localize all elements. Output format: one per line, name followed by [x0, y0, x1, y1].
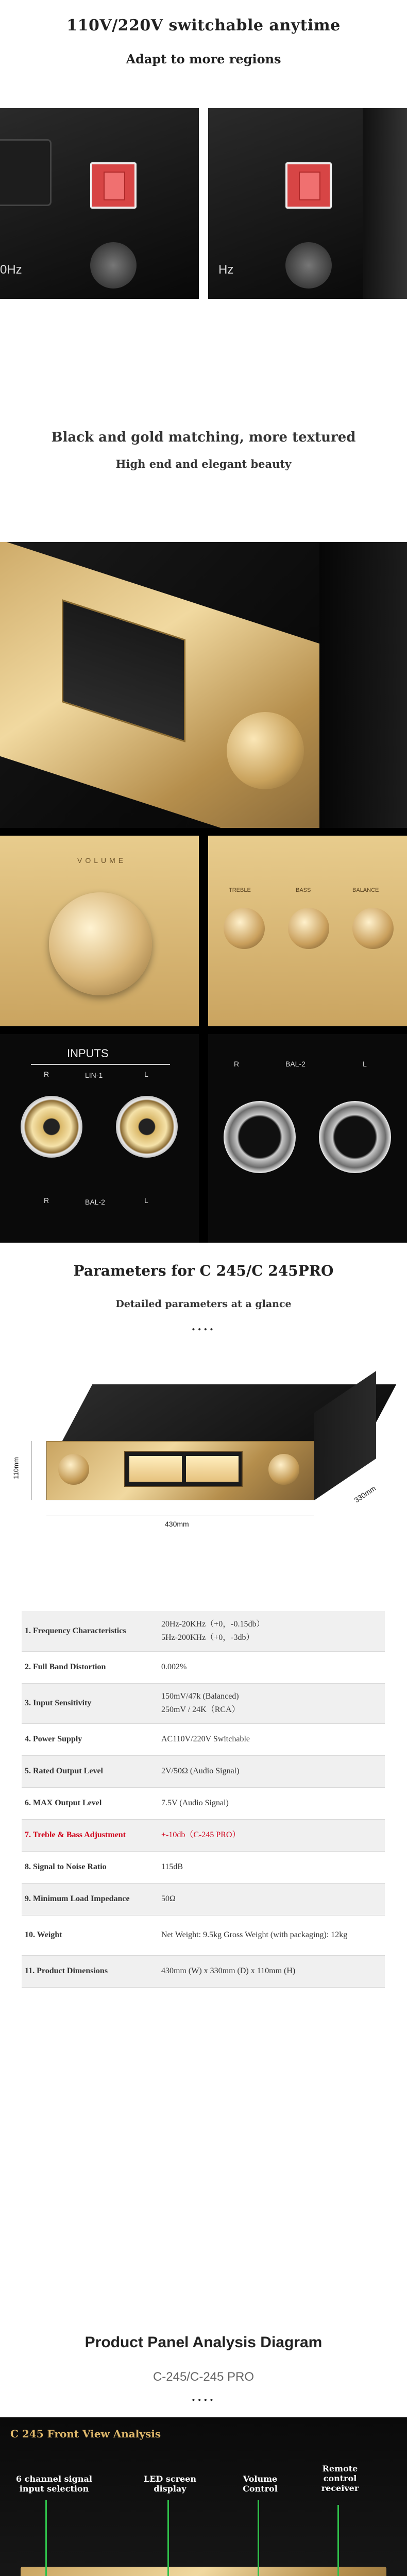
params-subtitle: Detailed parameters at a glance [115, 1298, 292, 1310]
param-value: AC110V/220V Switchable [158, 1723, 385, 1755]
param-value: 115dB [158, 1851, 385, 1883]
amp-knob-left [58, 1454, 89, 1485]
param-label: 10. Weight [22, 1915, 158, 1955]
parameters-section [0, 1243, 407, 2319]
tone-knobs-photo [208, 836, 407, 1026]
panel-title: Product Panel Analysis Diagram [84, 2334, 323, 2351]
param-label: 8. Signal to Noise Ratio [22, 1851, 158, 1883]
front-title: C 245 Front View Analysis [10, 2428, 161, 2440]
params-title: Parameters for C 245/C 245PRO [73, 1262, 334, 1279]
param-value: 430mm (W) x 330mm (D) x 110mm (H) [158, 1955, 385, 1987]
param-label: 9. Minimum Load Impedance [22, 1883, 158, 1915]
l-label-2: L [144, 1196, 148, 1205]
param-label: 1. Frequency Characteristics [22, 1611, 158, 1651]
param-row [22, 1955, 385, 1987]
param-row [22, 1651, 385, 1683]
voltage-title: 110V/220V switchable anytime [66, 16, 341, 35]
param-value: 20Hz-20KHz（+0，-0.15db） 5Hz-200KHz（+0，-3db） [158, 1611, 385, 1651]
param-row [22, 1723, 385, 1755]
pin-r-label: R [234, 1060, 240, 1068]
rca-jack-l [116, 1096, 178, 1158]
param-row [22, 1851, 385, 1883]
param-label: 11. Product Dimensions [22, 1955, 158, 1987]
rca-inputs-photo [0, 1034, 199, 1243]
front-label-remote: Remote control receiver [321, 2464, 359, 2493]
treble-knob [224, 908, 265, 949]
voltage-label-right: Hz [218, 263, 234, 277]
amp-knob-right [268, 1454, 299, 1485]
dimension-drawing [0, 1356, 407, 1572]
param-row [22, 1611, 385, 1651]
volume-knob [49, 892, 152, 995]
xlr-jack-2 [319, 1101, 391, 1173]
param-value: Net Weight: 9.5kg Gross Weight (with packaging): 12kg [158, 1915, 385, 1955]
bass-knob [288, 908, 329, 949]
front-analysis-section [0, 2417, 407, 2576]
closeup-section [0, 542, 407, 1243]
finish-subtitle: High end and elegant beauty [115, 457, 292, 470]
bal2-right-label: BAL-2 [285, 1060, 306, 1068]
param-label: 2. Full Band Distortion [22, 1651, 158, 1683]
voltage-subtitle: Adapt to more regions [126, 52, 281, 66]
corner-closeup-photo [0, 542, 407, 828]
fuse-knob-left [90, 242, 137, 289]
inputs-label: INPUTS [67, 1047, 109, 1060]
dim-width: 430mm [165, 1520, 189, 1528]
xlr-jack-1 [224, 1101, 296, 1173]
treble-label: TREBLE [229, 887, 251, 893]
panel-analysis-header [0, 2319, 407, 2417]
l-label: L [144, 1070, 148, 1078]
params-table [22, 1611, 385, 1988]
params-dots: .... [191, 1320, 216, 1333]
param-label: 3. Input Sensitivity [22, 1683, 158, 1723]
front-label-volume: Volume Control [243, 2474, 278, 2494]
dim-height: 110mm [12, 1457, 20, 1479]
front-label-input: 6 channel signal input selection [16, 2474, 92, 2494]
param-value: 0.002% [158, 1651, 385, 1683]
param-value: 2V/50Ω (Audio Signal) [158, 1755, 385, 1787]
param-label: 6. MAX Output Level [22, 1787, 158, 1819]
balance-knob [352, 908, 394, 949]
volume-ring-text: VOLUME [77, 856, 127, 865]
param-value: +-10db（C-245 PRO） [158, 1819, 385, 1851]
main-knob [227, 712, 304, 789]
param-row [22, 1883, 385, 1915]
finish-title: Black and gold matching, more textured [51, 430, 356, 445]
front-label-led: LED screen display [143, 2474, 197, 2494]
amp-front-panel [46, 1441, 314, 1500]
power-socket [0, 139, 52, 206]
param-row [22, 1683, 385, 1723]
param-row [22, 1787, 385, 1819]
voltage-label-left: 0Hz [0, 263, 22, 277]
param-row [22, 1819, 385, 1851]
amp-meters [124, 1451, 243, 1487]
dim-depth: 330mm [352, 1484, 378, 1504]
bal2-label: BAL-2 [85, 1198, 105, 1206]
voltage-switch-left [90, 162, 137, 209]
voltage-switch-right [285, 162, 332, 209]
pin-l-label: L [363, 1060, 367, 1068]
r-label: R [44, 1070, 49, 1078]
param-row [22, 1755, 385, 1787]
xlr-inputs-photo [208, 1034, 407, 1243]
panel-dots: .... [191, 2391, 216, 2404]
voltage-section [0, 0, 407, 300]
rca-jack-r [21, 1096, 82, 1158]
param-label: 7. Treble & Bass Adjustment [22, 1819, 158, 1851]
balance-label: BALANCE [352, 887, 379, 893]
param-value: 50Ω [158, 1883, 385, 1915]
param-label: 5. Rated Output Level [22, 1755, 158, 1787]
voltage-switch-photo-left [0, 108, 199, 299]
front-panel-image [21, 2567, 386, 2576]
param-row [22, 1915, 385, 1955]
line1-label: LIN-1 [85, 1071, 103, 1079]
param-value: 150mV/47k (Balanced) 250mV / 24K（RCA） [158, 1683, 385, 1723]
voltage-switch-photo-right [208, 108, 407, 299]
volume-knob-photo [0, 836, 199, 1026]
param-label: 4. Power Supply [22, 1723, 158, 1755]
fuse-knob-right [285, 242, 332, 289]
param-value: 7.5V (Audio Signal) [158, 1787, 385, 1819]
bass-label: BASS [296, 887, 311, 893]
panel-model: C-245/C-245 PRO [152, 2370, 255, 2384]
finish-section [0, 300, 407, 542]
r-label-2: R [44, 1196, 49, 1205]
